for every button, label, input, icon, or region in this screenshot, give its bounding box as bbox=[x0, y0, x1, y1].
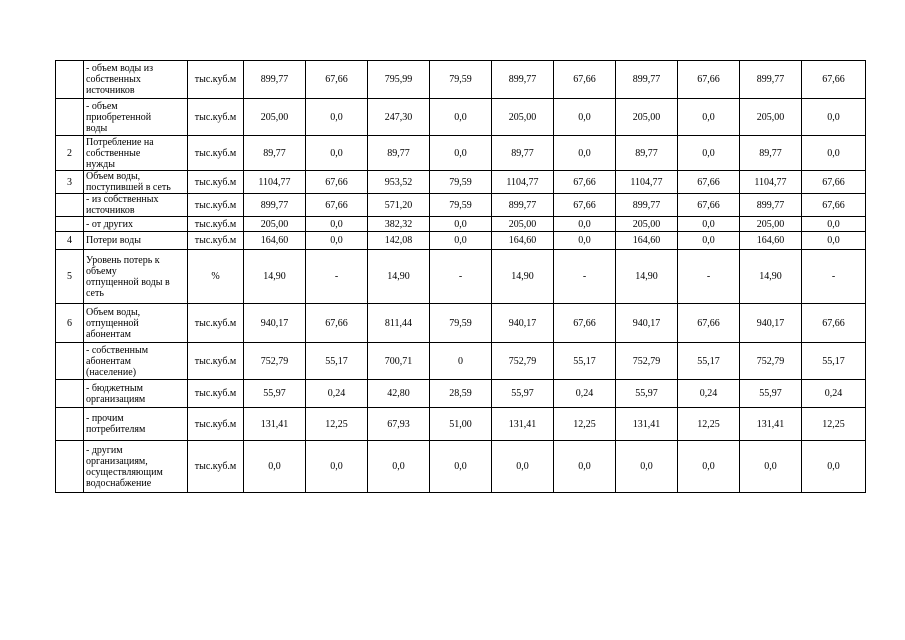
value-cell: 0,0 bbox=[430, 441, 492, 493]
value-cell: 0,24 bbox=[554, 380, 616, 408]
table-row bbox=[56, 136, 866, 171]
value-cell: 0,0 bbox=[554, 99, 616, 136]
value-cell: 14,90 bbox=[740, 250, 802, 304]
value-cell: 0,24 bbox=[306, 380, 368, 408]
value-cell: 940,17 bbox=[492, 304, 554, 343]
value-cell: 205,00 bbox=[740, 217, 802, 232]
row-description-text: Уровень потерь к объему отпущенной воды в сеть bbox=[86, 254, 170, 299]
table-row bbox=[56, 343, 866, 380]
value-cell: 12,25 bbox=[306, 408, 368, 441]
row-number bbox=[56, 217, 84, 232]
value-cell: 55,97 bbox=[616, 380, 678, 408]
row-description bbox=[84, 232, 188, 250]
value-cell: 89,77 bbox=[740, 136, 802, 171]
row-description bbox=[84, 250, 188, 304]
value-cell: 164,60 bbox=[740, 232, 802, 250]
value-cell: 67,66 bbox=[802, 171, 866, 194]
row-number bbox=[56, 194, 84, 217]
value-cell: 0,0 bbox=[554, 232, 616, 250]
value-cell: 1104,77 bbox=[244, 171, 306, 194]
value-cell: 205,00 bbox=[492, 99, 554, 136]
value-cell: 899,77 bbox=[740, 61, 802, 99]
row-number bbox=[56, 99, 84, 136]
value-cell: 55,17 bbox=[802, 343, 866, 380]
value-cell: 0,0 bbox=[306, 136, 368, 171]
value-cell: 0,0 bbox=[740, 441, 802, 493]
row-description bbox=[84, 304, 188, 343]
value-cell: 67,66 bbox=[306, 61, 368, 99]
value-cell: - bbox=[306, 250, 368, 304]
value-cell: 67,66 bbox=[802, 304, 866, 343]
row-number: 5 bbox=[56, 250, 84, 304]
value-cell: 899,77 bbox=[492, 194, 554, 217]
water-balance-table bbox=[55, 60, 866, 493]
value-cell: 1104,77 bbox=[740, 171, 802, 194]
row-description-text: - другим организациям, осуществляющим водоснабжение bbox=[86, 444, 163, 489]
value-cell: 67,66 bbox=[802, 194, 866, 217]
value-cell: 164,60 bbox=[616, 232, 678, 250]
value-cell: 89,77 bbox=[492, 136, 554, 171]
value-cell: 205,00 bbox=[244, 217, 306, 232]
value-cell: 382,32 bbox=[368, 217, 430, 232]
row-description-text: - объем приобретенной воды bbox=[86, 100, 152, 134]
row-description bbox=[84, 408, 188, 441]
value-cell: 752,79 bbox=[244, 343, 306, 380]
value-cell: 940,17 bbox=[244, 304, 306, 343]
row-description-text: Объем воды, поступившей в сеть bbox=[86, 171, 171, 193]
value-cell: 55,97 bbox=[492, 380, 554, 408]
value-cell: 67,66 bbox=[802, 61, 866, 99]
value-cell: 811,44 bbox=[368, 304, 430, 343]
value-cell: 0,0 bbox=[802, 136, 866, 171]
value-cell: - bbox=[802, 250, 866, 304]
value-cell: 899,77 bbox=[740, 194, 802, 217]
value-cell: 0,0 bbox=[306, 99, 368, 136]
value-cell: - bbox=[430, 250, 492, 304]
row-description-text: - прочим потребителям bbox=[86, 413, 146, 435]
value-cell: 899,77 bbox=[244, 194, 306, 217]
value-cell: 752,79 bbox=[616, 343, 678, 380]
value-cell: 795,99 bbox=[368, 61, 430, 99]
value-cell: 79,59 bbox=[430, 304, 492, 343]
row-unit: тыс.куб.м bbox=[188, 408, 244, 441]
value-cell: - bbox=[678, 250, 740, 304]
value-cell: 0,0 bbox=[306, 441, 368, 493]
row-unit: тыс.куб.м bbox=[188, 171, 244, 194]
table-row bbox=[56, 380, 866, 408]
value-cell: 0,0 bbox=[802, 441, 866, 493]
row-number bbox=[56, 61, 84, 99]
value-cell: 12,25 bbox=[554, 408, 616, 441]
value-cell: 14,90 bbox=[368, 250, 430, 304]
value-cell: 0,0 bbox=[678, 217, 740, 232]
row-unit: тыс.куб.м bbox=[188, 194, 244, 217]
row-description-text: - бюджетным организациям bbox=[86, 382, 146, 405]
value-cell: 67,66 bbox=[306, 194, 368, 217]
value-cell: 0,0 bbox=[306, 217, 368, 232]
value-cell: 205,00 bbox=[616, 99, 678, 136]
row-description-text: Потери воды bbox=[86, 235, 141, 246]
value-cell: 205,00 bbox=[492, 217, 554, 232]
value-cell: 131,41 bbox=[616, 408, 678, 441]
value-cell: 67,66 bbox=[554, 194, 616, 217]
row-unit: тыс.куб.м bbox=[188, 232, 244, 250]
value-cell: 67,66 bbox=[554, 171, 616, 194]
value-cell: 67,66 bbox=[554, 61, 616, 99]
value-cell: 67,66 bbox=[678, 61, 740, 99]
row-number: 4 bbox=[56, 232, 84, 250]
value-cell: 131,41 bbox=[740, 408, 802, 441]
value-cell: 0,0 bbox=[678, 232, 740, 250]
value-cell: 55,17 bbox=[554, 343, 616, 380]
value-cell: 0,0 bbox=[802, 217, 866, 232]
value-cell: 89,77 bbox=[244, 136, 306, 171]
value-cell: 0,0 bbox=[616, 441, 678, 493]
value-cell: 0,0 bbox=[492, 441, 554, 493]
row-description-text: Потребление на собственные нужды bbox=[86, 136, 154, 170]
value-cell: 67,66 bbox=[306, 171, 368, 194]
row-unit: тыс.куб.м bbox=[188, 304, 244, 343]
row-description bbox=[84, 171, 188, 194]
value-cell: 0,0 bbox=[678, 99, 740, 136]
value-cell: 940,17 bbox=[616, 304, 678, 343]
row-number: 6 bbox=[56, 304, 84, 343]
value-cell: 0,0 bbox=[430, 99, 492, 136]
row-description bbox=[84, 136, 188, 171]
table-row bbox=[56, 217, 866, 232]
row-description-text: - из собственных источников bbox=[86, 194, 159, 216]
row-description bbox=[84, 194, 188, 217]
value-cell: 0,0 bbox=[802, 99, 866, 136]
row-number bbox=[56, 343, 84, 380]
value-cell: 899,77 bbox=[492, 61, 554, 99]
table-row bbox=[56, 408, 866, 441]
value-cell: 0,0 bbox=[554, 441, 616, 493]
value-cell: 164,60 bbox=[244, 232, 306, 250]
value-cell: 752,79 bbox=[740, 343, 802, 380]
row-unit: тыс.куб.м bbox=[188, 343, 244, 380]
table-row bbox=[56, 441, 866, 493]
value-cell: 0,0 bbox=[368, 441, 430, 493]
value-cell: 1104,77 bbox=[492, 171, 554, 194]
value-cell: 131,41 bbox=[492, 408, 554, 441]
row-description bbox=[84, 441, 188, 493]
value-cell: 14,90 bbox=[492, 250, 554, 304]
value-cell: 205,00 bbox=[740, 99, 802, 136]
value-cell: 67,93 bbox=[368, 408, 430, 441]
value-cell: 700,71 bbox=[368, 343, 430, 380]
row-number: 3 bbox=[56, 171, 84, 194]
row-description bbox=[84, 343, 188, 380]
value-cell: 67,66 bbox=[306, 304, 368, 343]
table-row bbox=[56, 304, 866, 343]
value-cell: 0,0 bbox=[430, 232, 492, 250]
value-cell: 0,0 bbox=[244, 441, 306, 493]
row-description-text: - собственным абонентам (население) bbox=[86, 344, 149, 378]
row-unit: тыс.куб.м bbox=[188, 61, 244, 99]
row-description bbox=[84, 380, 188, 408]
value-cell: 752,79 bbox=[492, 343, 554, 380]
value-cell: 0,0 bbox=[554, 217, 616, 232]
value-cell: 940,17 bbox=[740, 304, 802, 343]
value-cell: - bbox=[554, 250, 616, 304]
row-unit: тыс.куб.м bbox=[188, 136, 244, 171]
value-cell: 0,0 bbox=[554, 136, 616, 171]
value-cell: 79,59 bbox=[430, 61, 492, 99]
value-cell: 0,0 bbox=[430, 136, 492, 171]
value-cell: 67,66 bbox=[678, 304, 740, 343]
value-cell: 55,17 bbox=[678, 343, 740, 380]
value-cell: 899,77 bbox=[616, 61, 678, 99]
value-cell: 0,24 bbox=[678, 380, 740, 408]
row-unit: тыс.куб.м bbox=[188, 380, 244, 408]
value-cell: 55,97 bbox=[244, 380, 306, 408]
row-description bbox=[84, 217, 188, 232]
value-cell: 14,90 bbox=[244, 250, 306, 304]
value-cell: 51,00 bbox=[430, 408, 492, 441]
value-cell: 0,0 bbox=[306, 232, 368, 250]
value-cell: 89,77 bbox=[616, 136, 678, 171]
value-cell: 67,66 bbox=[678, 171, 740, 194]
value-cell: 67,66 bbox=[554, 304, 616, 343]
row-unit: тыс.куб.м bbox=[188, 441, 244, 493]
value-cell: 899,77 bbox=[616, 194, 678, 217]
row-description-text: - от других bbox=[86, 218, 133, 230]
table-row bbox=[56, 194, 866, 217]
value-cell: 247,30 bbox=[368, 99, 430, 136]
table-row bbox=[56, 171, 866, 194]
table-row bbox=[56, 232, 866, 250]
row-description bbox=[84, 99, 188, 136]
value-cell: 28,59 bbox=[430, 380, 492, 408]
row-description bbox=[84, 61, 188, 99]
value-cell: 79,59 bbox=[430, 194, 492, 217]
value-cell: 0,0 bbox=[430, 217, 492, 232]
value-cell: 205,00 bbox=[616, 217, 678, 232]
value-cell: 42,80 bbox=[368, 380, 430, 408]
row-description-text: Объем воды, отпущенной абонентам bbox=[86, 306, 141, 340]
table-row bbox=[56, 250, 866, 304]
row-unit: тыс.куб.м bbox=[188, 99, 244, 136]
value-cell: 164,60 bbox=[492, 232, 554, 250]
value-cell: 89,77 bbox=[368, 136, 430, 171]
value-cell: 79,59 bbox=[430, 171, 492, 194]
value-cell: 55,17 bbox=[306, 343, 368, 380]
value-cell: 131,41 bbox=[244, 408, 306, 441]
value-cell: 0,24 bbox=[802, 380, 866, 408]
value-cell: 12,25 bbox=[802, 408, 866, 441]
value-cell: 67,66 bbox=[678, 194, 740, 217]
row-unit: % bbox=[188, 250, 244, 304]
value-cell: 0 bbox=[430, 343, 492, 380]
value-cell: 142,08 bbox=[368, 232, 430, 250]
table-row bbox=[56, 99, 866, 136]
row-unit: тыс.куб.м bbox=[188, 217, 244, 232]
table-row bbox=[56, 61, 866, 99]
value-cell: 14,90 bbox=[616, 250, 678, 304]
value-cell: 12,25 bbox=[678, 408, 740, 441]
value-cell: 899,77 bbox=[244, 61, 306, 99]
value-cell: 0,0 bbox=[678, 136, 740, 171]
row-number bbox=[56, 408, 84, 441]
row-number: 2 bbox=[56, 136, 84, 171]
row-description-text: - объем воды из собственных источников bbox=[86, 63, 154, 96]
row-number bbox=[56, 380, 84, 408]
value-cell: 0,0 bbox=[802, 232, 866, 250]
value-cell: 55,97 bbox=[740, 380, 802, 408]
value-cell: 571,20 bbox=[368, 194, 430, 217]
value-cell: 0,0 bbox=[678, 441, 740, 493]
row-number bbox=[56, 441, 84, 493]
value-cell: 205,00 bbox=[244, 99, 306, 136]
value-cell: 1104,77 bbox=[616, 171, 678, 194]
value-cell: 953,52 bbox=[368, 171, 430, 194]
